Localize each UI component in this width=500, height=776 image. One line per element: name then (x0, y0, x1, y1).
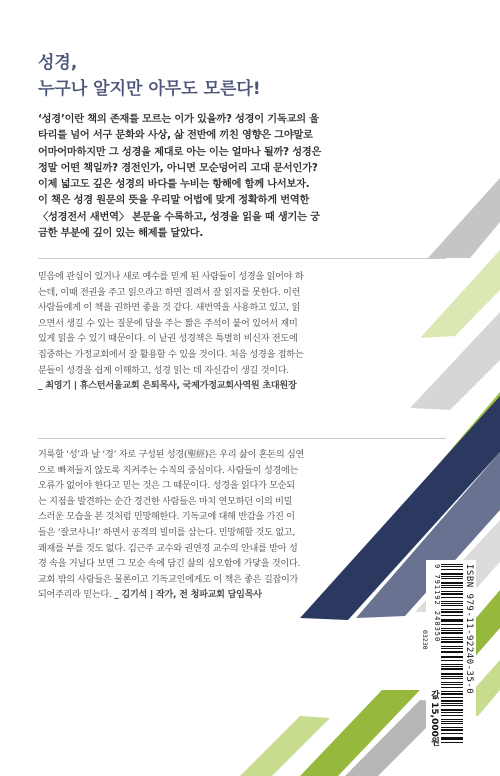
review-1-signature: _ 최영기 | 휴스턴서울교회 은퇴목사, 국제가정교회사역원 초대원장 (38, 381, 297, 392)
barcode-bar (441, 660, 463, 661)
barcode-bar (441, 569, 463, 570)
barcode-bar (441, 624, 463, 625)
barcode-bar (441, 605, 463, 606)
barcode-bar (441, 632, 463, 634)
review-line: 믿음에 관심이 있거나 새로 예수를 믿게 된 사람들이 성경을 읽어야 하 (38, 272, 304, 282)
barcode-bar (441, 697, 463, 698)
barcode-bar (441, 657, 463, 658)
headline-line-2: 누구나 알지만 아무도 모른다! (38, 79, 261, 99)
intro-paragraph (38, 112, 446, 242)
review-2-signature: _ 김기석 | 작가, 전 청파교회 담임목사 (114, 590, 262, 601)
barcode-bar (441, 684, 463, 685)
barcode-bar (441, 723, 463, 724)
review-line: 교회 밖의 사람들은 물론이고 기독교인에게도 이 책은 좋은 길잡이가 (38, 574, 299, 585)
barcode-bar (441, 648, 463, 649)
barcode-bar (441, 709, 463, 711)
intro-line: 타리를 넘어 서구 문화와 사상, 삶 전반에 끼친 영향은 그야말로 (38, 130, 313, 142)
barcode-bar (441, 601, 463, 602)
barcode-bar (441, 585, 463, 586)
barcode-bar (441, 573, 463, 575)
barcode-bars (441, 564, 463, 746)
barcode-bar (441, 678, 463, 679)
review-2-last-line (38, 588, 448, 604)
barcode-bar (441, 737, 463, 738)
intro-line: 어마어마하지만 그 성경을 제대로 아는 이는 얼마나 될까? 성경은 (38, 146, 322, 158)
barcode-bar (441, 646, 463, 647)
barcode-bar (441, 639, 463, 640)
barcode-bar (441, 641, 463, 642)
review-2-closing-text: 되어주리라 믿는다. (38, 590, 112, 601)
intro-line: 이 책은 성경 원문의 뜻을 우리말 어법에 맞게 정확하게 번역한 (38, 195, 310, 207)
barcode-bar (441, 682, 463, 683)
barcode-bar (441, 687, 463, 688)
review-line: 스러운 모습을 본 것처럼 민망해한다. 기독교에 대해 반감을 가진 이 (38, 512, 295, 523)
barcode-bar (441, 700, 463, 701)
barcode-bar (441, 576, 463, 577)
barcode-bar (441, 593, 463, 595)
barcode-bar (441, 603, 463, 604)
barcode-bar (441, 619, 463, 620)
review-line: 거룩할 ‘성’과 날 ‘경’ 자로 구성된 성경(聖經)은 우리 삶이 혼돈의 심연 (38, 450, 305, 460)
barcode-bar (441, 587, 463, 588)
barcode-bar (441, 693, 463, 695)
barcode-bar (441, 729, 463, 731)
review-line: 는데, 이때 전권을 주고 읽으라고 하면 질려서 잘 읽지를 못한다. 이런 (38, 287, 301, 298)
barcode-digits: 9 791192 240350 (433, 564, 441, 643)
barcode-bar (441, 582, 463, 583)
intro-line: 금한 부분에 깊이 있는 해제를 달았다. (38, 228, 204, 240)
barcode-bar (441, 566, 463, 567)
review-line: 으로 빠져들지 않도록 지켜주는 수직의 중심이다. 사람들이 성경에는 (38, 465, 299, 476)
intro-line: ‘성경’이란 책의 존재를 모르는 이가 있을까? 성경이 기독교의 울 (38, 114, 319, 125)
divider-2 (38, 438, 446, 439)
barcode-bar (441, 578, 463, 579)
review-line: 으면서 생길 수 있는 질문에 답을 주는 짧은 주석이 붙어 있어서 재미 (38, 318, 298, 329)
intro-line: 이제 넓고도 깊은 성경의 바다를 누비는 항해에 함께 나서보자. (38, 179, 310, 191)
barcode-bar (441, 564, 463, 565)
barcode-bar (441, 727, 463, 728)
barcode-addon-code: 03230 (421, 630, 429, 650)
barcode-bar (441, 611, 463, 613)
barcode-bar (441, 742, 463, 743)
barcode-bar (441, 719, 463, 720)
barcode-bar (441, 668, 463, 669)
isbn-text: ISBN 979-11-92240-35-0 (464, 564, 474, 695)
price-label: 값 15,000원 (429, 690, 439, 746)
barcode-bar (441, 615, 463, 616)
barcode-bar (441, 656, 463, 657)
review-line: 사람들에게 이 책을 권하면 좋을 것 같다. 새번역을 사용하고 있고, 읽 (38, 303, 301, 314)
review-line: 는 지점을 발견하는 순간 경건한 사람들은 마치 연모하던 이의 비밀 (38, 496, 293, 507)
review-line: 오류가 없어야 한다고 믿는 것은 그 때문이다. 성경을 읽다가 모순되 (38, 481, 295, 492)
barcode-bar (441, 691, 463, 692)
review-line: 경 속을 거닐다 보면 그 모순 속에 담긴 삶의 심오함에 가닿을 것이다. (38, 559, 301, 570)
barcode-bar (441, 666, 463, 667)
barcode-bar (441, 609, 463, 610)
barcode-bar (441, 703, 463, 704)
barcode-bar (441, 676, 463, 677)
barcode-bar (441, 620, 463, 621)
intro-line: 〈성경전서 새번역〉 본문을 수록하고, 성경을 읽을 때 생기는 궁 (38, 211, 320, 223)
review-line: 분들이 성경을 쉽게 이해하고, 성경 읽는 데 자신감이 생길 것이다. (38, 365, 289, 376)
headline-line-1: 성경, (38, 53, 78, 73)
barcode-bar (441, 721, 463, 722)
barcode-bar (441, 673, 463, 675)
barcode-bar (441, 705, 463, 706)
barcode-bar (441, 712, 463, 713)
review-line: 있게 읽을 수 있기 때문이다. 이 낱권 성경책은 특별히 비신자 전도에 (38, 334, 298, 345)
barcode-bar (441, 651, 463, 653)
review-line: 쾌재를 부를 것도 없다. 김근주 교수와 권연경 교수의 안내를 받아 성 (38, 543, 298, 554)
barcode-bar (441, 591, 463, 592)
intro-line: 정말 어떤 책일까? 경전인가, 아니면 모순덩어리 고대 문서인가? (38, 162, 318, 174)
barcode-bar (441, 628, 463, 629)
barcode-bar (441, 597, 463, 598)
barcode-bar (441, 630, 463, 631)
barcode-bar (441, 664, 463, 665)
review-line: 들은 ‘잘코사니!’ 하면서 공격의 빌미를 삼는다. 민망해할 것도 없고, (38, 527, 295, 538)
barcode-bar (441, 637, 463, 638)
headline (38, 50, 261, 102)
barcode-bar (441, 715, 463, 716)
barcode-bar (441, 738, 463, 739)
review-2 (38, 448, 448, 604)
review-1 (38, 270, 448, 395)
barcode-bar (441, 733, 463, 734)
divider-1 (38, 258, 446, 259)
review-line: 집중하는 가정교회에서 잘 활용할 수 있을 것이다. 처음 성경을 접하는 (38, 349, 304, 360)
